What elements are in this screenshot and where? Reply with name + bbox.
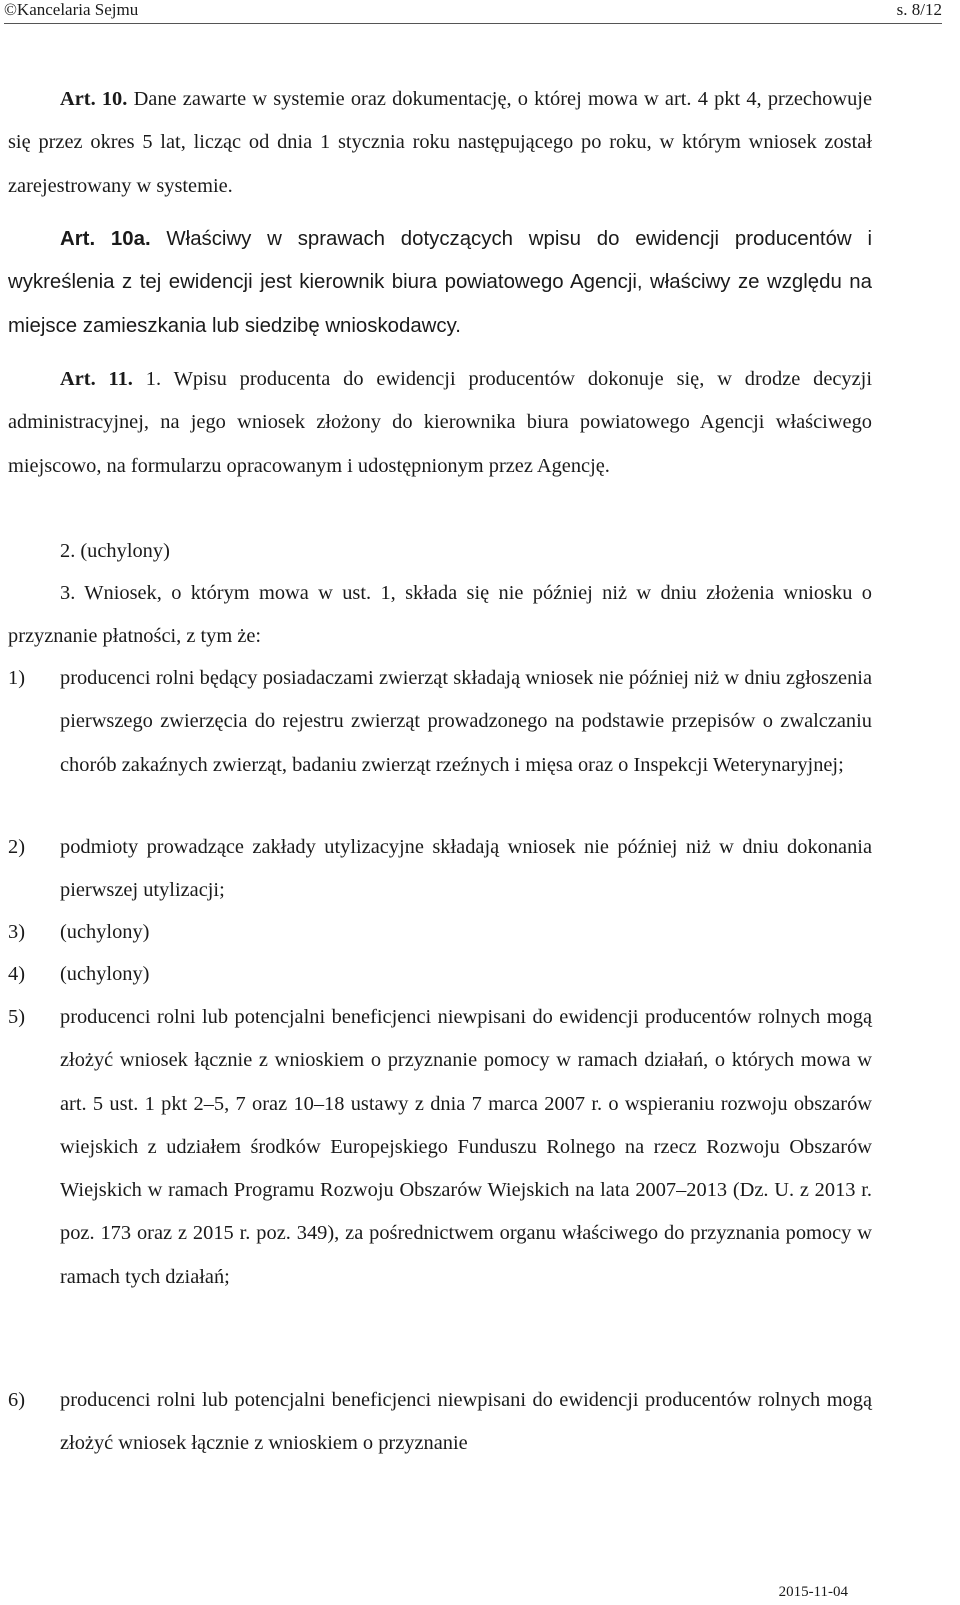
article-10-text: Dane zawarte w systemie oraz dokumentację, o której mowa w art. 4 pkt 4, przechowuje się przez okres 5 lat, licząc od dnia 1 stycznia roku następującego po roku, w którym wniosek został zarejestrowany w systemie. [8, 88, 873, 197]
article-11-ust-1 [8, 358, 872, 488]
list-item-number: 2) [8, 836, 25, 858]
page-number: s. 8/12 [896, 0, 942, 19]
header-divider [4, 23, 942, 24]
list-item-2 [8, 826, 872, 913]
article-10-label: Art. 10. [60, 88, 128, 110]
list-item-text: podmioty prowadzące zakłady utylizacyjne składają wniosek nie później niż w dniu dokonania pierwszej utylizacji; [60, 836, 872, 902]
list-item-1 [8, 657, 872, 787]
article-11-label: Art. 11. [60, 368, 133, 390]
list-item-3 [8, 911, 872, 954]
article-10a-label: Art. 10a. [60, 228, 151, 250]
list-item-number: 5) [8, 1006, 25, 1028]
list-item-number: 6) [8, 1389, 25, 1411]
list-item-text: producenci rolni będący posiadaczami zwierząt składają wniosek nie później niż w dniu zgłoszenia pierwszego zwierzęcia do rejestru zwierząt prowadzonego na podstawie przepisów o zwalczaniu chorób zakaźnych zwierząt, badaniu zwierząt rzeźnych i mięsa oraz o Inspekcji Weterynaryjnej; [60, 667, 872, 776]
list-item-4 [8, 953, 872, 996]
article-11-ust-3: 3. Wniosek, o którym mowa w ust. 1, składa się nie później niż w dniu złożenia wniosku o przyznanie płatności, z tym że: [8, 582, 872, 648]
list-item-5 [8, 996, 872, 1299]
page-header [4, 0, 942, 24]
list-item-text: producenci rolni lub potencjalni beneficjenci niewpisani do ewidencji producentów rolnych mogą złożyć wniosek łącznie z wnioskiem o przyznanie [60, 1389, 872, 1455]
copyright-label: ©Kancelaria Sejmu [4, 0, 139, 19]
article-10a [8, 218, 872, 348]
article-11-ust-1-text: 1. Wpisu producenta do ewidencji producentów dokonuje się, w drodze decyzji administracyjnej, na jego wniosek złożony do kierownika biura powiatowego Agencji właściwego miejscowo, na formularzu opracowanym i udostępnionym przez Agencję. [8, 368, 873, 477]
list-item-number: 1) [8, 667, 25, 689]
footer-date: 2015-11-04 [778, 1584, 848, 1600]
article-10 [8, 78, 872, 208]
list-item-number: 3) [8, 921, 25, 943]
article-11-ust-2: 2. (uchylony) [60, 540, 170, 562]
list-item-text: (uchylony) [60, 963, 150, 985]
list-item-number: 4) [8, 963, 25, 985]
list-item-text: (uchylony) [60, 921, 150, 943]
list-item-text: producenci rolni lub potencjalni beneficjenci niewpisani do ewidencji producentów rolnych mogą złożyć wniosek łącznie z wnioskiem o przyznanie pomocy w ramach działań, o których mowa w art. 5 ust. 1 pkt 2–5, 7 oraz 10–18 ustawy z dnia 7 marca 2007 r. o wspieraniu rozwoju obszarów wiejskich z udziałem środków Europejskiego Funduszu Rolnego na rzecz Rozwoju Obszarów Wiejskich w ramach Programu Rozwoju Obszarów Wiejskich na lata 2007–2013 (Dz. U. z 2013 r. poz. 173 oraz z 2015 r. poz. 349), za pośrednictwem organu właściwego do przyznania pomocy w ramach tych działań; [60, 1006, 872, 1288]
article-10a-text: Właściwy w sprawach dotyczących wpisu do ewidencji producentów i wykreślenia z tej ewidencji jest kierownik biura powiatowego Agencji, właściwy ze względu na miejsce zamieszkania lub siedzibę wnioskodawcy. [8, 228, 872, 337]
list-item-6 [8, 1379, 872, 1466]
